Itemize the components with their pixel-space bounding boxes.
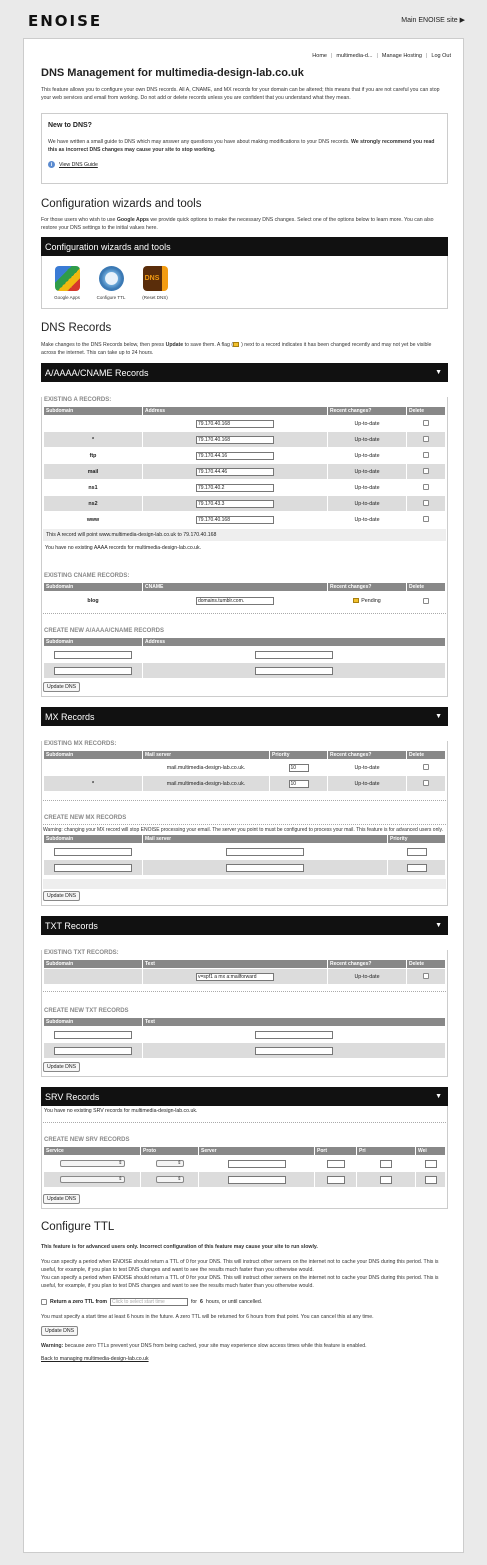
new-subdomain-input[interactable] (54, 1047, 132, 1055)
srv-port-input[interactable] (327, 1176, 345, 1184)
create-txt-label: CREATE NEW TXT RECORDS (44, 1008, 129, 1014)
new-priority-input[interactable] (407, 864, 427, 872)
srv-records-panel (41, 1087, 448, 1209)
collapse-triangle-icon[interactable]: ▼ (435, 922, 442, 929)
mx-table: Subdomain Mail server Priority Recent changes? Delete mail.multimedia-design-lab.co.uk. 10 Up-to-date * mail.multimedia-design-lab.co.uk. 10 Up-to-date (43, 750, 446, 792)
proto-select[interactable] (156, 1160, 184, 1167)
collapse-triangle-icon[interactable]: ▼ (435, 369, 442, 376)
delete-checkbox[interactable] (423, 436, 429, 442)
nav-manage-hosting[interactable]: Manage Hosting (381, 53, 422, 59)
new-subdomain-input[interactable] (54, 667, 132, 675)
ttl-heading: Configure TTL (41, 1221, 115, 1233)
delete-checkbox[interactable] (423, 420, 429, 426)
srv-records-header[interactable]: SRV Records ▼ (41, 1087, 448, 1106)
delete-checkbox[interactable] (423, 764, 429, 770)
a-record-note: This A record will point www.multimedia-design-lab.co.uk to 79.170.40.168 (43, 529, 446, 541)
nav-domain[interactable]: multimedia-d... (336, 53, 373, 59)
delete-checkbox[interactable] (423, 598, 429, 604)
top-nav: Home | multimedia-d... | Manage Hosting | Log Out (312, 53, 451, 59)
update-dns-button[interactable]: Update DNS (43, 682, 80, 692)
address-input[interactable]: 79.170.44.46 (196, 468, 274, 476)
page-title: DNS Management for multimedia-design-lab.co.uk (41, 67, 304, 79)
dns-records-text: Make changes to the DNS Records below, then press Update to save them. A flag ( ) next to a record indicates it has been changed recently and may not yet be visible across the internet. This can take up to 24 hours. (41, 342, 432, 356)
reset-dns-icon: DNS (143, 266, 168, 291)
srv-none-note: You have no existing SRV records for multimedia-design-lab.co.uk. (44, 1108, 198, 1114)
delete-checkbox[interactable] (423, 516, 429, 522)
config-text: For those users who wish to use Google Apps we provide quick options to make the necessary DNS changes. Select one of the options below to learn more. You can also restore your DNS settings to the initial values here. (41, 217, 434, 231)
zero-ttl-label: Return a zero TTL from (50, 1299, 107, 1305)
nav-logout[interactable]: Log Out (431, 53, 451, 59)
table-row: v=spf1 a mx a:mailforward Up-to-date (44, 969, 445, 984)
srv-server-input[interactable] (228, 1160, 286, 1168)
google-apps-tool[interactable]: Google Apps (52, 266, 82, 304)
srv-server-input[interactable] (228, 1176, 286, 1184)
new-subdomain-input[interactable] (54, 864, 132, 872)
table-row: mail 79.170.44.46 Up-to-date (44, 464, 445, 479)
priority-input[interactable]: 10 (289, 780, 309, 788)
address-input[interactable]: 79.170.40.168 (196, 436, 274, 444)
service-select[interactable] (60, 1160, 125, 1167)
table-row: * 79.170.40.168 Up-to-date (44, 432, 445, 447)
update-dns-button[interactable]: Update DNS (43, 1194, 80, 1204)
srv-weight-input[interactable] (425, 1160, 437, 1168)
zero-ttl-checkbox[interactable] (41, 1299, 47, 1305)
existing-txt-label: EXISTING TXT RECORDS: (44, 950, 119, 956)
existing-a-label: EXISTING A RECORDS: (44, 397, 112, 403)
a-records-header[interactable]: A/AAAA/CNAME Records ▼ (41, 363, 448, 382)
new-mail-server-input[interactable] (226, 848, 304, 856)
new-text-input[interactable] (255, 1031, 333, 1039)
new-subdomain-input[interactable] (54, 1031, 132, 1039)
configure-ttl-tool[interactable]: Configure TTL (96, 266, 126, 304)
view-dns-guide-link[interactable]: View DNS Guide (59, 161, 98, 168)
create-a-label: CREATE NEW A/AAAA/CNAME RECORDS (44, 628, 164, 634)
flag-icon (353, 598, 359, 603)
address-input[interactable]: 79.170.40.168 (196, 516, 274, 524)
new-priority-input[interactable] (407, 848, 427, 856)
start-time-input[interactable]: Click to select start time (110, 1298, 188, 1306)
table-row: ns2 79.170.43.3 Up-to-date (44, 496, 445, 511)
mx-records-header[interactable]: MX Records ▼ (41, 707, 448, 726)
txt-records-header[interactable]: TXT Records ▼ (41, 916, 448, 935)
a-records-panel (41, 363, 448, 697)
ttl-update-dns-button[interactable]: Update DNS (41, 1326, 78, 1336)
mx-warning: Warning: changing your MX record will stop ENOISE processing your email. The server you point to must be configured to process your mail. This feature is for advanced users only. (43, 827, 443, 833)
existing-mx-label: EXISTING MX RECORDS: (44, 741, 117, 747)
proto-select[interactable] (156, 1176, 184, 1183)
ttl-cache-warning: Warning: because zero TTLs prevent your DNS from being cached, your site may experience slow access times while this feature is enabled. (41, 1343, 367, 1349)
ttl-para: You can specify a period when ENOISE should return a TTL of 0 for your DNS. This will instruct other servers on the internet not to cache your DNS during this period. This is useful, for example, if you plan to test DNS changes and want to see the results much faster than you otherwise would. (41, 1259, 439, 1273)
stopwatch-icon (99, 266, 124, 291)
table-row: www 79.170.40.168 Up-to-date (44, 512, 445, 527)
delete-checkbox[interactable] (423, 973, 429, 979)
srv-priority-input[interactable] (380, 1160, 392, 1168)
ttl-warning: This feature is for advanced users only. Incorrect configuration of this feature may cause your site to run slowly. (41, 1244, 318, 1250)
address-input[interactable]: 79.170.40.168 (196, 420, 274, 428)
new-address-input[interactable] (255, 667, 333, 675)
collapse-triangle-icon[interactable]: ▼ (435, 1093, 442, 1100)
config-heading: Configuration wizards and tools (41, 198, 202, 210)
new-text-input[interactable] (255, 1047, 333, 1055)
txt-table: Subdomain Text Recent changes? Delete v=spf1 a mx a:mailforward Up-to-date (43, 959, 446, 985)
mx-records-panel (41, 707, 448, 906)
delete-checkbox[interactable] (423, 500, 429, 506)
main-site-link[interactable]: Main ENOISE site ▶ (401, 17, 465, 24)
create-a-table: Subdomain Address (43, 637, 446, 679)
address-input[interactable]: 79.170.40.2 (196, 484, 274, 492)
config-panel-header: Configuration wizards and tools (41, 237, 448, 256)
new-subdomain-input[interactable] (54, 848, 132, 856)
delete-checkbox[interactable] (423, 484, 429, 490)
new-subdomain-input[interactable] (54, 651, 132, 659)
table-row: ns1 79.170.40.2 Up-to-date (44, 480, 445, 495)
table-row: ftp 79.170.44.16 Up-to-date (44, 448, 445, 463)
collapse-triangle-icon[interactable]: ▼ (435, 713, 442, 720)
service-select[interactable] (60, 1176, 125, 1183)
ttl-must-note: You must specify a start time at least 6 hours in the future. A zero TTL will be returned for 6 hours from that point. You can cancel this at any time. (41, 1314, 374, 1320)
a-records-table: Subdomain Address Recent changes? Delete 79.170.40.168 Up-to-date * 79.170.40.168 Up-to-date ftp 79.170.44.16 Up-to-date mail 79.170.44.46 Up-to-date ns1 79.170.40.2 Up-to-date ns2 79.170.43.3 Up-to-date www 79.170.40.168 Up-to-date (43, 406, 446, 528)
address-input[interactable]: 79.170.44.16 (196, 452, 274, 460)
create-mx-table: Subdomain Mail server Priority (43, 834, 446, 876)
address-input[interactable]: 79.170.43.3 (196, 500, 274, 508)
table-row: 79.170.40.168 Up-to-date (44, 416, 445, 431)
create-txt-table: Subdomain Text (43, 1017, 446, 1059)
dns-records-heading: DNS Records (41, 322, 112, 334)
create-srv-table: Service Proto Server Port Pri Wei ⇕ ⇕ ⇕ ⇕ (43, 1146, 446, 1188)
back-to-manage-link[interactable]: Back to managing multimedia-design-lab.co.uk (41, 1356, 149, 1362)
ttl-para-repeat: You can specify a period when ENOISE should return a TTL of 0 for your DNS. This will instruct other servers on the internet not to cache your DNS during this period. This is useful, for example, if you plan to test DNS changes and want to see the results much faster than you otherwise would. (41, 1275, 439, 1289)
delete-checkbox[interactable] (423, 452, 429, 458)
aaaa-note: You have no existing AAAA records for multimedia-design-lab.co.uk. (45, 545, 202, 551)
existing-cname-label: EXISTING CNAME RECORDS: (44, 573, 130, 579)
info-icon: i (48, 161, 55, 168)
intro-text: This feature allows you to configure your own DNS records. All A, CNAME, and MX records for your domain can be altered; this means that if you are not careful you can stop your web services and email from working. Do not add or delete records unless you are confident that you understand what they mean. (41, 87, 440, 101)
table-row: blog domains.tumblr.com. Pending (44, 592, 445, 610)
new-to-dns-text: We have written a small guide to DNS which may answer any questions you have about making modifications to your DNS records. We strongly recommend you read this as incorrect DNS changes may cause your site to stop working. (48, 139, 435, 153)
srv-port-input[interactable] (327, 1160, 345, 1168)
srv-priority-input[interactable] (380, 1176, 392, 1184)
create-mx-label: CREATE NEW MX RECORDS (44, 815, 127, 821)
new-to-dns-title: New to DNS? (48, 122, 92, 129)
google-apps-icon (55, 266, 80, 291)
page-container (23, 38, 464, 1553)
flag-icon (233, 342, 239, 347)
delete-checkbox[interactable] (423, 468, 429, 474)
new-mail-server-input[interactable] (226, 864, 304, 872)
config-panel (41, 237, 448, 309)
new-to-dns-box (41, 113, 448, 184)
cname-table: Subdomain CNAME Recent changes? Delete blog domains.tumblr.com. Pending (43, 582, 446, 611)
ttl-form: Return a zero TTL from Click to select start time for 6 hours, or until cancelled. (41, 1298, 448, 1306)
srv-weight-input[interactable] (425, 1176, 437, 1184)
delete-checkbox[interactable] (423, 780, 429, 786)
new-address-input[interactable] (255, 651, 333, 659)
table-row: * mail.multimedia-design-lab.co.uk. 10 Up-to-date (44, 776, 445, 791)
txt-value-input[interactable]: v=spf1 a mx a:mailforward (196, 973, 274, 981)
update-dns-button[interactable]: Update DNS (43, 1062, 80, 1072)
nav-home[interactable]: Home (312, 53, 327, 59)
create-srv-label: CREATE NEW SRV RECORDS (44, 1137, 130, 1143)
enoise-logo[interactable]: ENOISE (28, 12, 103, 30)
priority-input[interactable]: 10 (289, 764, 309, 772)
txt-records-panel (41, 916, 448, 1077)
update-dns-button[interactable]: Update DNS (43, 891, 80, 901)
table-row: mail.multimedia-design-lab.co.uk. 10 Up-to-date (44, 760, 445, 775)
cname-input[interactable]: domains.tumblr.com. (196, 597, 274, 605)
reset-dns-tool[interactable]: DNS (Reset DNS) (140, 266, 170, 304)
